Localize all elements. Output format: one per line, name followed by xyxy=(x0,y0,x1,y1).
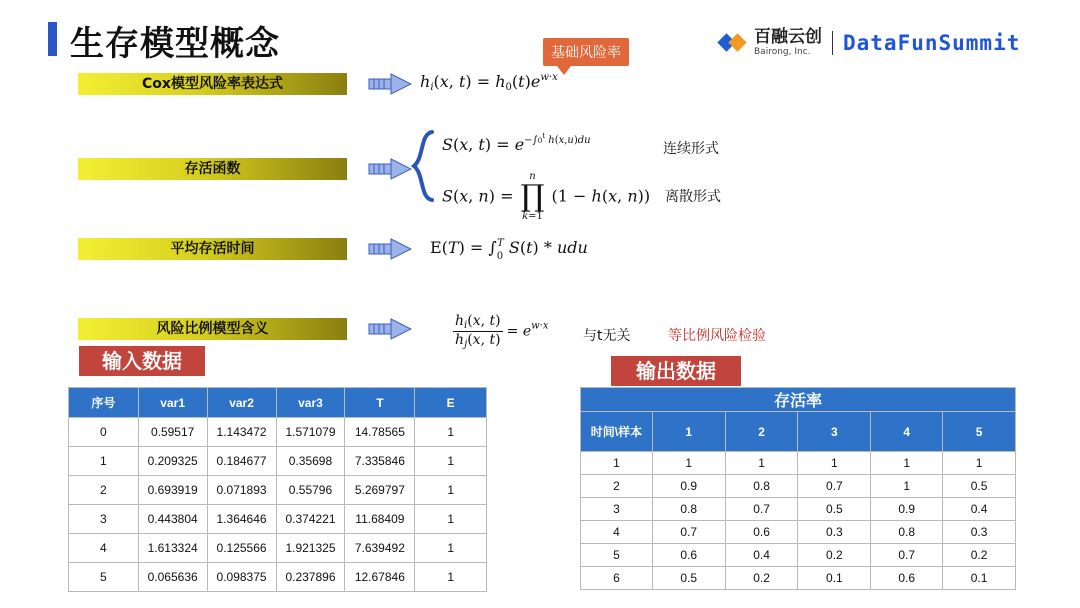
table-cell: 0.8 xyxy=(725,475,798,498)
column-header: 时间\样本 xyxy=(581,412,653,452)
column-header: E xyxy=(415,388,487,418)
table-row xyxy=(581,521,1016,544)
table-cell: 0.5 xyxy=(798,498,871,521)
column-header: var1 xyxy=(138,388,207,418)
table-row xyxy=(69,418,487,447)
column-header: T xyxy=(345,388,415,418)
brand-logos xyxy=(718,28,1020,58)
table-cell: 1.921325 xyxy=(276,534,345,563)
table-caption-row xyxy=(581,388,1016,412)
table-cell: 1.143472 xyxy=(207,418,276,447)
survival-rate-caption: 存活率 xyxy=(581,388,1016,412)
table-cell: 0.7 xyxy=(871,544,943,567)
output-data-table xyxy=(580,387,1016,590)
table-cell: 5.269797 xyxy=(345,476,415,505)
table-cell: 1.613324 xyxy=(138,534,207,563)
table-cell: 6 xyxy=(581,567,653,590)
table-row xyxy=(69,563,487,592)
table-cell: 0.693919 xyxy=(138,476,207,505)
table-cell: 1 xyxy=(415,476,487,505)
table-cell: 0.209325 xyxy=(138,447,207,476)
arrow-right-icon xyxy=(368,238,412,260)
table-cell: 0.5 xyxy=(652,567,725,590)
table-cell: 0.55796 xyxy=(276,476,345,505)
logo-divider xyxy=(832,31,833,55)
table-cell: 0.1 xyxy=(943,567,1016,590)
mean-survival-formula: $E(T) = \int_0^T$ S(t) * udu xyxy=(430,238,588,262)
table-cell: 4 xyxy=(69,534,139,563)
table-cell: 5 xyxy=(581,544,653,567)
table-cell: 0.4 xyxy=(943,498,1016,521)
table-cell: 0.6 xyxy=(652,544,725,567)
table-cell: 0 xyxy=(69,418,139,447)
title-accent-bar xyxy=(48,22,57,56)
output-data-heading: 输出数据 xyxy=(611,356,741,386)
table-cell: 0.184677 xyxy=(207,447,276,476)
table-cell: 0.9 xyxy=(652,475,725,498)
table-row xyxy=(581,452,1016,475)
table-cell: 0.8 xyxy=(871,521,943,544)
brace-icon xyxy=(410,128,436,204)
column-header: 2 xyxy=(725,412,798,452)
table-cell: 0.443804 xyxy=(138,505,207,534)
table-cell: 0.5 xyxy=(943,475,1016,498)
table-row xyxy=(69,476,487,505)
table-cell: 12.67846 xyxy=(345,563,415,592)
label-survival-function: 存活函数 xyxy=(78,158,347,180)
continuous-form-label: 连续形式 xyxy=(663,141,719,157)
table-row xyxy=(581,567,1016,590)
column-header: 3 xyxy=(798,412,871,452)
table-cell: 1 xyxy=(725,452,798,475)
table-cell: 2 xyxy=(581,475,653,498)
ph-test-note: 等比例风险检验 xyxy=(668,328,766,344)
label-cox-hazard: Cox模型风险率表达式 xyxy=(78,73,347,95)
label-mean-survival-time: 平均存活时间 xyxy=(78,238,347,260)
table-row xyxy=(581,475,1016,498)
table-cell: 4 xyxy=(581,521,653,544)
table-cell: 1 xyxy=(581,452,653,475)
table-row xyxy=(581,498,1016,521)
table-cell: 0.374221 xyxy=(276,505,345,534)
input-data-table xyxy=(68,387,487,592)
survival-discrete-formula: S(x, n) = n ∏ k=1 (1 − h(x, n)) xyxy=(442,171,651,222)
time-independent-note: 与t无关 xyxy=(583,328,631,344)
table-cell: 0.065636 xyxy=(138,563,207,592)
column-header: 1 xyxy=(652,412,725,452)
table-row xyxy=(69,534,487,563)
table-cell: 0.9 xyxy=(871,498,943,521)
column-header: var3 xyxy=(276,388,345,418)
table-cell: 0.6 xyxy=(871,567,943,590)
table-cell: 0.7 xyxy=(725,498,798,521)
table-cell: 0.3 xyxy=(943,521,1016,544)
table-cell: 11.68409 xyxy=(345,505,415,534)
table-cell: 0.2 xyxy=(725,567,798,590)
arrow-right-icon xyxy=(368,318,412,340)
table-cell: 0.071893 xyxy=(207,476,276,505)
table-cell: 0.35698 xyxy=(276,447,345,476)
table-cell: 7.335846 xyxy=(345,447,415,476)
column-header: 5 xyxy=(943,412,1016,452)
table-cell: 0.59517 xyxy=(138,418,207,447)
input-data-heading: 输入数据 xyxy=(79,346,205,376)
table-cell: 3 xyxy=(581,498,653,521)
table-cell: 0.7 xyxy=(798,475,871,498)
table-cell: 1 xyxy=(871,475,943,498)
cox-formula: $h_i(x$, $t) = h_0(t)e^{w\cdot x}$ xyxy=(420,72,558,93)
survival-continuous-formula: S(x, $t) = e^{-\int 0^t h(x,u)du}$ xyxy=(442,132,591,154)
table-cell: 7.639492 xyxy=(345,534,415,563)
table-row xyxy=(581,544,1016,567)
discrete-form-label: 离散形式 xyxy=(665,189,721,205)
table-cell: 0.098375 xyxy=(207,563,276,592)
table-header-row xyxy=(69,388,487,418)
table-cell: 1 xyxy=(415,447,487,476)
table-header-row xyxy=(581,412,1016,452)
column-header: var2 xyxy=(207,388,276,418)
label-proportional-hazards: 风险比例模型含义 xyxy=(78,318,347,340)
table-cell: 1 xyxy=(943,452,1016,475)
bairong-logo-icon xyxy=(718,28,748,58)
table-cell: 0.3 xyxy=(798,521,871,544)
table-cell: 1 xyxy=(798,452,871,475)
bairong-logo-en: Bairong, Inc. xyxy=(754,47,811,57)
table-cell: 1.571079 xyxy=(276,418,345,447)
column-header: 4 xyxy=(871,412,943,452)
table-cell: 1 xyxy=(415,534,487,563)
table-cell: 14.78565 xyxy=(345,418,415,447)
table-cell: 1 xyxy=(415,505,487,534)
table-cell: 0.4 xyxy=(725,544,798,567)
table-cell: 1.364646 xyxy=(207,505,276,534)
table-cell: 0.7 xyxy=(652,521,725,544)
table-cell: 2 xyxy=(69,476,139,505)
table-cell: 1 xyxy=(652,452,725,475)
page-title: 生存模型概念 xyxy=(70,24,280,64)
baseline-hazard-callout: 基础风险率 xyxy=(543,38,629,66)
table-cell: 0.1 xyxy=(798,567,871,590)
table-cell: 1 xyxy=(415,563,487,592)
arrow-right-icon xyxy=(368,73,412,95)
table-cell: 0.6 xyxy=(725,521,798,544)
table-cell: 5 xyxy=(69,563,139,592)
bairong-logo-cn: 百融云创 xyxy=(754,27,822,47)
table-cell: 3 xyxy=(69,505,139,534)
table-cell: 0.2 xyxy=(798,544,871,567)
table-cell: 0.8 xyxy=(652,498,725,521)
table-cell: 1 xyxy=(415,418,487,447)
datafun-logo: DataFunSummit xyxy=(843,31,1021,55)
table-row xyxy=(69,505,487,534)
arrow-right-icon xyxy=(368,158,412,180)
table-row xyxy=(69,447,487,476)
hazard-ratio-formula: $\frac{h_i(x, t)}{h_j(x, t)}$ = $e^{w\cdot x}$ xyxy=(455,313,549,350)
table-cell: 0.2 xyxy=(943,544,1016,567)
table-cell: 1 xyxy=(69,447,139,476)
column-header: 序号 xyxy=(69,388,139,418)
table-cell: 0.237896 xyxy=(276,563,345,592)
table-cell: 1 xyxy=(871,452,943,475)
table-cell: 0.125566 xyxy=(207,534,276,563)
